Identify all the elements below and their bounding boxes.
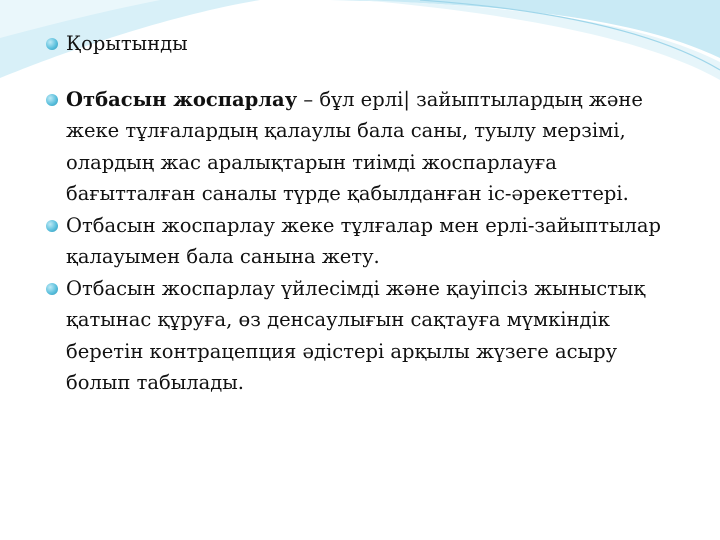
bullet-dot-icon — [46, 94, 58, 106]
bullet-text: – бұл ерлі| зайыптылардың және жеке тұлғалардың қалаулы бала саны, туылу мерзімі, олардың жас аралықтарын тиімді жоспарлауға бағытталған саналы түрде қабылданған іс-әрекеттері. — [66, 87, 643, 205]
bullet-item — [46, 273, 686, 399]
bullet-text: Отбасын жоспарлау жеке тұлғалар мен ерлі-зайыптылар қалауымен бала санына жету. — [66, 213, 662, 268]
bullet-list — [46, 28, 686, 399]
bullet-item — [46, 28, 686, 60]
bullet-term: Отбасын жоспарлау — [66, 87, 298, 111]
bullet-dot-icon — [46, 38, 58, 50]
bullet-dot-icon — [46, 220, 58, 232]
bullet-item — [46, 210, 686, 273]
bullet-item — [46, 84, 686, 210]
bullet-text: Отбасын жоспарлау үйлесімді және қауіпсіз жыныстық қатынас құруға, өз денсаулығын сақтауға мүмкіндік беретін контрацепция әдістері арқылы жүзеге асыру болып табылады. — [66, 276, 646, 394]
bullet-dot-icon — [46, 283, 58, 295]
bullet-text: Қорытынды — [66, 32, 188, 55]
